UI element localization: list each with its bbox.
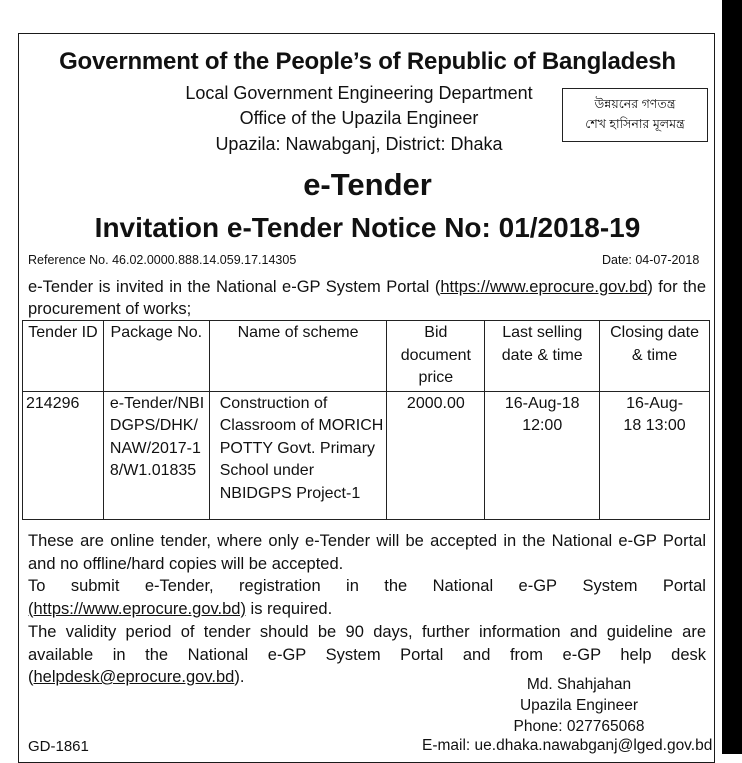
- footer-code: GD-1861: [28, 738, 89, 755]
- document-title: e-Tender: [303, 167, 432, 202]
- validity-text-after: ).: [234, 668, 245, 686]
- table-header-row: [23, 321, 710, 392]
- notice-date: Date: 04-07-2018: [602, 253, 700, 267]
- submit-word: System: [582, 577, 638, 595]
- slogan-line-1: উন্নয়নের গণতন্ত্র: [594, 97, 676, 111]
- signatory-email: E-mail: ue.dhaka.nawabganj@lged.gov.bd: [422, 737, 713, 754]
- submit-tail: is required.: [245, 599, 333, 618]
- col-header-closing: Closing date & time: [600, 321, 710, 392]
- scan-edge: [722, 0, 742, 754]
- submit-word: Portal: [662, 577, 706, 595]
- cell-last-selling: 16-Aug-18 12:00: [485, 391, 600, 519]
- intro-paragraph: [28, 276, 706, 320]
- col-header-price: Bid document price: [387, 321, 485, 392]
- portal-link[interactable]: (https://www.eprocure.gov.bd): [28, 599, 246, 618]
- tender-notice: [18, 33, 715, 763]
- col-header-scheme: Name of scheme: [209, 321, 387, 392]
- submit-word: e-GP: [518, 577, 558, 595]
- intro-text-before: e-Tender is invited in the National e-GP System Portal (: [28, 278, 441, 296]
- validity-text-before: The validity period of tender should be 90 days, further information and guideline are available in the National e-GP System Portal and from e-GP help desk (: [28, 623, 706, 686]
- submit-word: National: [432, 577, 494, 595]
- submit-word: submit: [70, 577, 120, 595]
- col-header-last-selling: Last selling date & time: [485, 321, 600, 392]
- submit-word: in: [346, 577, 359, 595]
- department-name: Local Government Engineering Department: [185, 83, 533, 103]
- tender-table: [22, 320, 710, 520]
- cell-scheme: Construction of Classroom of MORICH POTTY Govt. Primary School under NBIDGPS Project-1: [209, 391, 387, 519]
- submit-word: registration: [239, 577, 321, 595]
- location: Upazila: Nawabganj, District: Dhaka: [215, 134, 503, 154]
- slogan-stamp: [562, 88, 708, 142]
- government-title: Government of the People’s of Republic of Bangladesh: [59, 48, 676, 75]
- intro-text-after: ) for the procurement of works;: [28, 278, 706, 318]
- eprocure-link[interactable]: https://www.eprocure.gov.bd: [440, 278, 648, 296]
- slogan-line-2: শেখ হাসিনার মূলমন্ত্র: [585, 117, 685, 131]
- helpdesk-link[interactable]: helpdesk@eprocure.gov.bd: [33, 668, 235, 686]
- signatory-phone: Phone: 027765068: [513, 718, 645, 735]
- cell-closing: 16-Aug-18 13:00: [600, 391, 710, 519]
- notice-title: Invitation e-Tender Notice No: 01/2018-19: [94, 212, 641, 243]
- submit-word: To: [28, 577, 46, 595]
- cell-tender-id: 214296: [23, 391, 104, 519]
- col-header-tender-id: Tender ID: [23, 321, 104, 392]
- office-name: Office of the Upazila Engineer: [239, 108, 479, 128]
- cell-price: 2000.00: [387, 391, 485, 519]
- submit-line-2: [28, 598, 706, 621]
- submit-paragraph: [28, 575, 706, 620]
- signatory-name: Md. Shahjahan: [526, 676, 632, 693]
- cell-package-no: e-Tender/NBIDGPS/DHK/NAW/2017-18/W1.01835: [103, 391, 209, 519]
- online-notice: These are online tender, where only e-Tender will be accepted in the National e-GP Portal and no offline/hard copies will be accepted.: [28, 532, 706, 573]
- reference-number: Reference No. 46.02.0000.888.14.059.17.14305: [28, 253, 297, 267]
- signatory-designation: Upazila Engineer: [519, 697, 639, 714]
- table-row: [23, 391, 710, 519]
- submit-word: e-Tender,: [144, 577, 214, 595]
- submit-word: the: [384, 577, 408, 595]
- col-header-package-no: Package No.: [103, 321, 209, 392]
- submit-line: [28, 575, 706, 598]
